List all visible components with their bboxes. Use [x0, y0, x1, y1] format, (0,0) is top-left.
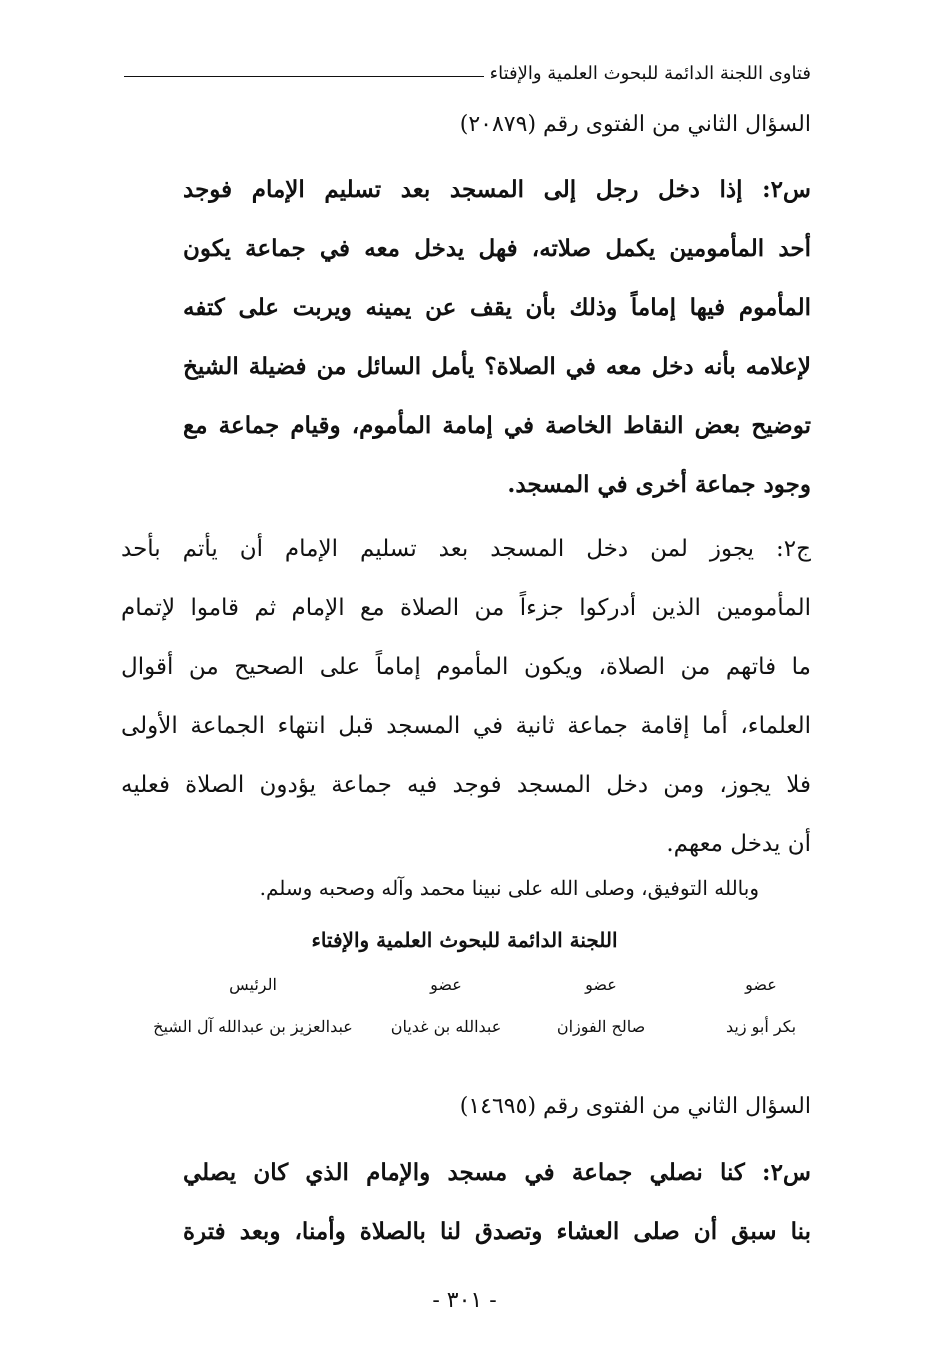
answer-line: أن يدخل معهم.	[666, 831, 811, 857]
answer-line: ج٢: يجوز لمن دخل المسجد بعد تسليم الإمام أن يأتم بأحد	[121, 536, 811, 562]
signatory-role: عضو	[430, 975, 462, 994]
signatory-name: بكر أبو زيد	[725, 1017, 797, 1036]
question-line: س٢: إذا دخل رجل إلى المسجد بعد تسليم الإمام فوجد	[183, 176, 811, 203]
closing-formula: وبالله التوفيق، وصلى الله على نبينا محمد وآله وصحبه وسلم.	[259, 876, 759, 900]
fatwa-2-question	[183, 1143, 811, 1261]
page-number: - ٣٠١ -	[432, 1288, 497, 1313]
answer-line: ما فاتهم من الصلاة، ويكون المأموم إماماً على الصحيح من أقوال	[121, 654, 811, 680]
committee-name: اللجنة الدائمة للبحوث العلمية والإفتاء	[311, 928, 618, 952]
question-line: المأموم فيها إماماً وذلك بأن يقف عن يمينه ويربت على كتفه	[183, 294, 811, 321]
header-title: فتاوى اللجنة الدائمة للبحوث العلمية والإفتاء	[489, 62, 811, 84]
question-line: س٢: كنا نصلي جماعة في مسجد والإمام الذي كان يصلي	[183, 1159, 811, 1186]
signatory-role: عضو	[585, 975, 617, 994]
fatwa-2-question-ref: السؤال الثاني من الفتوى رقم (١٤٦٩٥)	[459, 1094, 811, 1119]
question-line: وجود جماعة أخرى في المسجد.	[507, 471, 811, 498]
signatory-name: عبدالعزيز بن عبدالله آل الشيخ	[153, 1017, 353, 1036]
header-rule	[124, 76, 484, 77]
signatory-name: عبدالله بن غديان	[390, 1017, 502, 1036]
question-line: أحد المأمومين يكمل صلاته، فهل يدخل معه في جماعة يكون	[183, 235, 811, 262]
signatory-names	[120, 1017, 809, 1047]
answer-line: المأمومين الذين أدركوا جزءاً من الصلاة مع الإمام ثم قاموا لإتمام	[121, 595, 811, 621]
answer-line: فلا يجوز، ومن دخل المسجد فوجد فيه جماعة يؤدون الصلاة فعليه	[121, 772, 811, 798]
fatwa-1-question	[183, 160, 811, 514]
signatory-roles	[120, 975, 809, 1005]
signatory-role: عضو	[745, 975, 777, 994]
signatory-role: الرئيس	[229, 975, 277, 994]
question-line: توضيح بعض النقاط الخاصة في إمامة المأموم، وقيام جماعة مع	[183, 412, 811, 439]
signatory-name: صالح الفوزان	[556, 1017, 646, 1036]
answer-line: العلماء، أما إقامة جماعة ثانية في المسجد قبل انتهاء الجماعة الأولى	[121, 713, 811, 739]
question-line: بنا سبق أن صلى العشاء وتصدق لنا بالصلاة وأمنا، وبعد فترة	[183, 1218, 811, 1245]
fatwa-1-question-ref: السؤال الثاني من الفتوى رقم (٢٠٨٧٩)	[459, 112, 811, 137]
question-line: لإعلامه بأنه دخل معه في الصلاة؟ يأمل السائل من فضيلة الشيخ	[183, 353, 811, 380]
fatwa-1-answer	[121, 520, 811, 874]
running-header	[124, 58, 811, 88]
